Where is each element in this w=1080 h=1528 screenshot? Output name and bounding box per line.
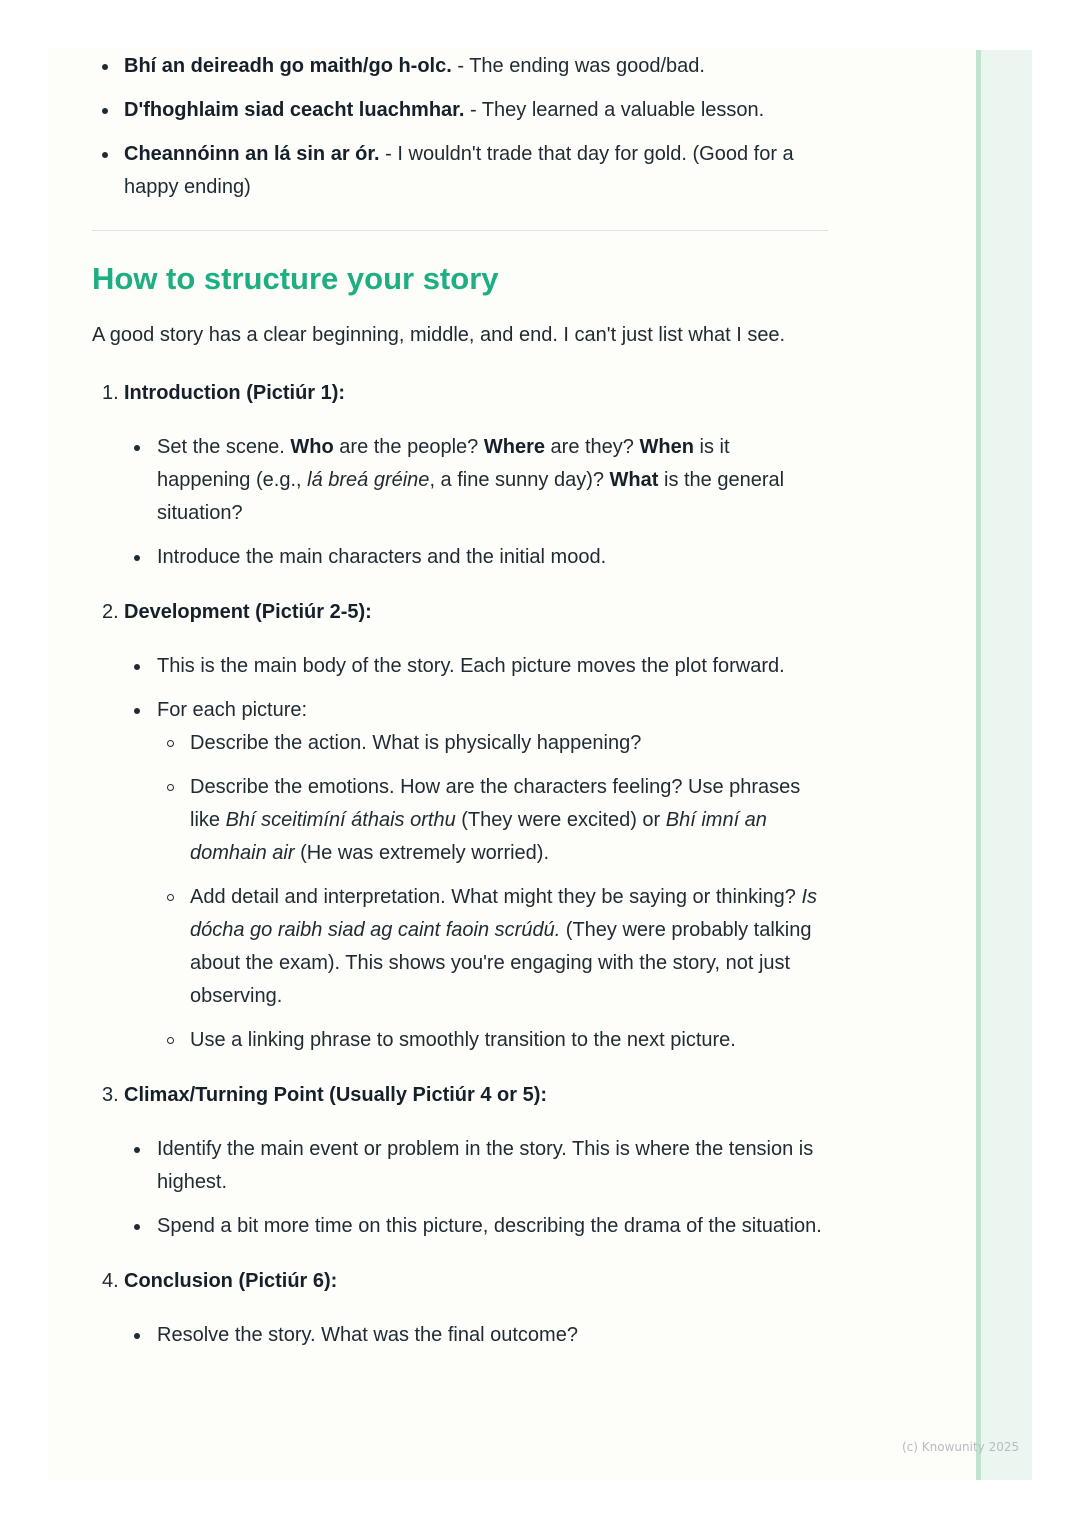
bold-text: When [639,436,694,458]
text: (They were probably talking about the exam). This shows you're engaging with the story, not just observing. [190,919,812,1007]
step-bullets [124,1319,828,1352]
bold-text: Who [290,436,334,458]
step-title: Climax/Turning Point (Usually Pictiúr 4 or 5): [124,1084,548,1106]
step-climax [92,1079,828,1243]
italic-text: Bhí imní an domhain air [190,809,767,864]
text: are the people? [333,436,484,458]
translation: - I wouldn't trade that day for gold. (Good for a happy ending) [124,143,794,198]
text: are they? [544,436,640,458]
step-number: 4. [102,1270,119,1292]
side-panel [976,50,1032,1480]
step-title: Introduction (Pictiúr 1): [124,382,346,404]
italic-text: lá breá gréine [307,469,430,491]
list-item: Resolve the story. What was the final outcome? [124,1319,828,1352]
list-item [124,694,828,1057]
section-heading: How to structure your story [92,261,499,296]
nested-item [157,881,828,1013]
text: Set the scene. [157,436,291,458]
section-divider [92,230,828,231]
phrase-list [92,50,828,204]
nested-item: Describe the action. What is physically happening? [157,727,828,760]
text: is the general situation? [157,469,785,524]
irish-phrase: Cheannóinn an lá sin ar ór. [124,143,380,165]
step-bullets [124,431,828,574]
list-item [92,138,828,204]
document-content [92,50,828,1374]
translation: - The ending was good/bad. [451,55,705,77]
step-development [92,596,828,1057]
step-number: 3. [102,1084,119,1106]
italic-text: Bhí sceitimíní áthais orthu [225,809,456,831]
list-item [124,431,828,530]
nested-item: Use a linking phrase to smoothly transition to the next picture. [157,1024,828,1057]
step-number: 1. [102,382,119,404]
step-number: 2. [102,601,119,623]
list-item: Spend a bit more time on this picture, describing the drama of the situation. [124,1210,828,1243]
irish-phrase: Bhí an deireadh go maith/go h-olc. [124,55,452,77]
text: , a fine sunny day)? [429,469,610,491]
step-introduction [92,377,828,574]
translation: - They learned a valuable lesson. [464,99,765,121]
step-conclusion [92,1265,828,1352]
intro-paragraph: A good story has a clear beginning, middle, and end. I can't just list what I see. [92,324,786,346]
list-item: Introduce the main characters and the initial mood. [124,541,828,574]
step-bullets [124,650,828,1057]
list-item [92,94,828,127]
bold-text: What [609,469,659,491]
nested-list [157,727,828,1057]
list-item [92,50,828,83]
italic-text: Is dócha go raibh siad ag caint faoin scrúdú. [190,886,818,941]
step-title: Development (Pictiúr 2-5): [124,601,372,623]
irish-phrase: D'fhoghlaim siad ceacht luachmhar. [124,99,465,121]
text: (They were excited) or [455,809,666,831]
text: Describe the emotions. How are the characters feeling? Use phrases like [190,776,801,831]
text: (He was extremely worried). [294,842,550,864]
bold-text: Where [483,436,545,458]
text: For each picture: [157,699,308,721]
text: Add detail and interpretation. What might they be saying or thinking? [190,886,802,908]
step-bullets [124,1133,828,1243]
list-item: Identify the main event or problem in the story. This is where the tension is highest. [124,1133,828,1199]
nested-item [157,771,828,870]
text: is it happening (e.g., [157,436,730,491]
step-title: Conclusion (Pictiúr 6): [124,1270,338,1292]
copyright-footer: (c) Knowunity 2025 [902,1440,1020,1454]
list-item: This is the main body of the story. Each picture moves the plot forward. [124,650,828,683]
